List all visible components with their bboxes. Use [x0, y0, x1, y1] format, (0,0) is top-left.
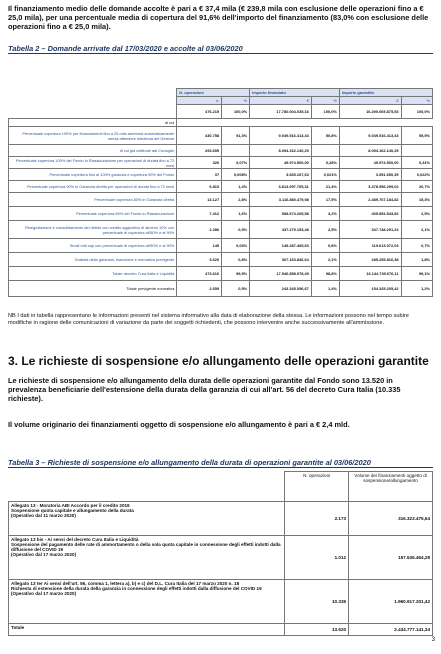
- table2-row: [9, 239, 433, 253]
- table2: [8, 88, 433, 297]
- row-desc: Sospensione quota capitale e allungamento della durata: [11, 508, 134, 513]
- cell: 0,5%: [222, 281, 250, 297]
- unit-n: n.: [177, 97, 222, 105]
- cell: 20,7%: [401, 181, 432, 193]
- di-cui-label: di cui: [9, 119, 177, 127]
- cell: 0,8%: [222, 253, 250, 267]
- cell: 2.489.767.184,82: [339, 193, 401, 207]
- cell: 0,5%: [222, 221, 250, 239]
- cell: 99,1%: [401, 267, 432, 281]
- row-label: Percentuale copertura 80% in Garanzia diretta: [9, 193, 177, 207]
- row-count: 2.173: [285, 502, 349, 536]
- row-date: (Operativo dal 11 marzo 2020): [11, 513, 76, 518]
- cell: 13.127: [177, 193, 222, 207]
- cell: 1,4%: [311, 281, 339, 297]
- cell: 15,3%: [401, 193, 432, 207]
- unit-pct: %: [222, 97, 250, 105]
- cell: 3.551.650,39: [339, 169, 401, 181]
- unit-eur: €: [339, 97, 401, 105]
- cell: 9.039.516.413,43: [250, 127, 312, 145]
- total-row: [9, 105, 433, 119]
- table2-row: [9, 169, 433, 181]
- cell: 2.659: [177, 281, 222, 297]
- unit-eur: €: [250, 97, 312, 105]
- cell: 16.144.739.676,11: [339, 267, 401, 281]
- cell: 3.665.167,63: [250, 169, 312, 181]
- cell: 0,7%: [401, 239, 432, 253]
- row-label: Gratuità della garanzia, esenzione e normativa previgente: [9, 253, 177, 267]
- cell: [401, 145, 432, 157]
- cell: 473.616: [177, 267, 222, 281]
- cell: 1,8%: [401, 253, 432, 267]
- cell: 1,4%: [222, 181, 250, 193]
- cell: 347.748.291,24: [339, 221, 401, 239]
- cell: 9.039.516.413,43: [339, 127, 401, 145]
- row-title: Allegato 13 - Moratoria ABI Accordo per il credito 2019: [11, 503, 130, 508]
- table3-row: [9, 580, 433, 624]
- table2-row: [9, 145, 433, 157]
- cell: 17.546.858.978,49: [250, 267, 312, 281]
- cell: 405.854.543,82: [339, 207, 401, 221]
- section3-paragraph: Le richieste di sospensione e/o allungamento della durata delle operazioni garantite dal Fondo sono 13.520 in prevalenza beneficiarie dell'estensione della durata della garanzia di cui all'art. 56 del decreto Cura Italia (10.335 richieste).: [8, 376, 401, 403]
- row-description: [9, 502, 285, 536]
- table2-row: [9, 157, 433, 169]
- cell: 49.974.500,00: [339, 157, 401, 169]
- cell: 0,021%: [311, 169, 339, 181]
- total-volume: 2.434.777.141,34: [349, 624, 433, 636]
- unit-pct: %: [311, 97, 339, 105]
- row-title: Allegato 13 bis - Ai sensi del decreto Cura Italia e Liquidità: [11, 537, 139, 542]
- table2-row: [9, 253, 433, 267]
- cell: 55,5%: [401, 127, 432, 145]
- table2-caption: Tabella 2 – Domande arrivate dal 17/03/2020 e accolte al 03/06/2020: [8, 44, 433, 54]
- cell: 7.412: [177, 207, 222, 221]
- table2-row: [9, 281, 433, 297]
- table2-row: [9, 207, 433, 221]
- cell: [222, 145, 250, 157]
- cell: 149.287.465,63: [250, 239, 312, 253]
- cell: 100,0%: [311, 105, 339, 119]
- cell: 568.674.205,58: [250, 207, 312, 221]
- row-desc: Sospensione del pagamento delle rate di ammortamento o della sola quota capitale in connessione degli effetti indotti dalla diffusione del COVID 19: [11, 542, 281, 552]
- row-title: Allegato 13 ter Ai sensi dell'art. 56, comma 1, lettera a), b) e c) del D.L. Cura Italia del 17 marzo 2020 n. 18: [11, 581, 240, 586]
- row-description: [9, 580, 285, 624]
- cell: 0,07%: [222, 157, 250, 169]
- row-label: Percentuale copertura 80% del Fondo in Riassicurazione: [9, 207, 177, 221]
- table3-caption: Tabella 3 – Richieste di sospensione e/o allungamento della durata di operazioni garantite al 03/06/2020: [8, 458, 433, 468]
- table3-header-volume: Volume dei finanziamenti oggetto di sospensione/allungamento: [349, 472, 433, 502]
- cell: 2,1%: [401, 221, 432, 239]
- table2-row: [9, 267, 433, 281]
- unit-pct: %: [401, 97, 432, 105]
- row-label: Small mid cap con percentuale di copertura all'80% e al 90%: [9, 239, 177, 253]
- row-volume: 157.536.464,28: [349, 536, 433, 580]
- cell: 243.345.056,67: [250, 281, 312, 297]
- cell: 3.620: [177, 253, 222, 267]
- col-group-garantito: Importo garantito: [339, 89, 432, 97]
- cell: 119.613.072,03: [339, 239, 401, 253]
- row-label: Percentuale copertura 90% in Garanzia diretta per operazioni di durata fino a 72 mesi: [9, 181, 177, 193]
- cell: 1,2%: [401, 281, 432, 297]
- row-label: Rinegoziazione e consolidamento del debito con credito aggiuntivo di almeno 10% con percentuale di copertura all'80% e al 90%: [9, 221, 177, 239]
- row-date: (Operativo dal 17 marzo 2020): [11, 591, 77, 596]
- table2-row: [9, 181, 433, 193]
- cell: 476.215: [177, 105, 222, 119]
- row-label: Percentuale copertura fino al 100% garanzia e copertura 90% del Fondo: [9, 169, 177, 181]
- row-count: 1.012: [285, 536, 349, 580]
- row-label: di cui già ratificate dal Consiglio: [9, 145, 177, 157]
- cell: 3.813.097.765,31: [250, 181, 312, 193]
- cell: 91,3%: [222, 127, 250, 145]
- cell: 8.094.162.140,29: [250, 145, 312, 157]
- cell: 154.325.205,42: [339, 281, 401, 297]
- cell: 49.974.500,00: [250, 157, 312, 169]
- cell: 367.163.846,64: [250, 253, 312, 267]
- intro-paragraph: Il finanziamento medio delle domande accolte è pari a € 37,4 mila (€ 239,8 mila con esclusione delle operazioni fino a € 25,0 mila), per una percentuale media di copertura del 91,6% dell'importo del finanziamento (83,0% con esclusione delle operazioni fino a € 25,0 mila).: [8, 4, 429, 31]
- cell: 2.286: [177, 221, 222, 239]
- cell: 3.378.556.299,02: [339, 181, 401, 193]
- cell: 145: [177, 239, 222, 253]
- row-volume: 316.323.475,64: [349, 502, 433, 536]
- total-count: 13.520: [285, 624, 349, 636]
- cell: 0,008%: [222, 169, 250, 181]
- cell: 430.758: [177, 127, 222, 145]
- cell: 0,31%: [401, 157, 432, 169]
- cell: 3,2%: [311, 207, 339, 221]
- row-label: Totale previgente normativa: [9, 281, 177, 297]
- cell: 100,0%: [222, 105, 250, 119]
- row-label: Totale decreto Cura Italia e Liquidità: [9, 267, 177, 281]
- col-group-finanziato: Importo finanziato: [250, 89, 340, 97]
- cell: 17,5%: [311, 193, 339, 207]
- table2-row: [9, 193, 433, 207]
- cell: 16.290.065.875,53: [339, 105, 401, 119]
- cell: 0,03%: [222, 239, 250, 253]
- cell: 99,5%: [222, 267, 250, 281]
- table3: [8, 471, 433, 636]
- table3-total-row: [9, 624, 433, 636]
- cell: 50,8%: [311, 127, 339, 145]
- cell: 0,022%: [401, 169, 432, 181]
- section3-title: 3. Le richieste di sospensione e/o allungamento delle operazioni garantite: [8, 354, 429, 368]
- table3-header-n: N. operazioni: [285, 472, 349, 502]
- cell: 1,6%: [222, 207, 250, 221]
- table2-row: [9, 221, 433, 239]
- cell: 6.815: [177, 181, 222, 193]
- table-note: NB I dati in tabella rappresentano le informazioni presenti nel sistema informativo alla data di elaborazione della stessa. Le informazioni possono nel tempo subire modifiche in ragione delle comunicazioni di variazione da parte dei soggetti richiedenti, che possono intervenire anche successivamente all'ammissione.: [8, 313, 409, 326]
- table3-row: [9, 536, 433, 580]
- cell: 0,28%: [311, 157, 339, 169]
- cell: 326: [177, 157, 222, 169]
- table3-row: [9, 502, 433, 536]
- row-description: [9, 536, 285, 580]
- row-date: (Operativo dal 17 marzo 2020): [11, 552, 77, 557]
- cell: 2,8%: [222, 193, 250, 207]
- cell: 2,5%: [311, 221, 339, 239]
- cell: 285.255.816,38: [339, 253, 401, 267]
- cell: 2,5%: [401, 207, 432, 221]
- cell: 0,8%: [311, 239, 339, 253]
- row-label: Percentuale copertura 100% per finanziamenti fino a 25 mila ammessi automaticamente senza attendere istruttoria del Gestore: [9, 127, 177, 145]
- cell: 8.094.162.140,29: [339, 145, 401, 157]
- cell: [311, 145, 339, 157]
- row-label: Percentuale copertura 100% del Fondo in Riassicurazione per operazioni di durata fino a 72 mesi: [9, 157, 177, 169]
- col-group-operazioni: N. operazioni: [177, 89, 250, 97]
- cell: 437.279.153,48: [250, 221, 312, 239]
- page-number: 3: [431, 637, 435, 643]
- total-label: Totale: [9, 624, 285, 636]
- table2-row: [9, 127, 433, 145]
- cell: 98,8%: [311, 267, 339, 281]
- cell: 17.780.004.035,16: [250, 105, 312, 119]
- cell: 37: [177, 169, 222, 181]
- row-desc: Richiesta di estensione della durata della garanzia in connessione degli effetti indotti dalla diffusione del COVID 19: [11, 586, 262, 591]
- cell: 100,0%: [401, 105, 432, 119]
- section3-volume-paragraph: Il volume originario dei finanziamenti oggetto di sospensione e/o allungamento è pari a € 2,4 mld.: [8, 420, 350, 429]
- row-count: 10.335: [285, 580, 349, 624]
- row-volume: 1.960.917.201,42: [349, 580, 433, 624]
- cell: 21,4%: [311, 181, 339, 193]
- cell: 3.116.880.479,98: [250, 193, 312, 207]
- cell: 293.695: [177, 145, 222, 157]
- cell: 2,1%: [311, 253, 339, 267]
